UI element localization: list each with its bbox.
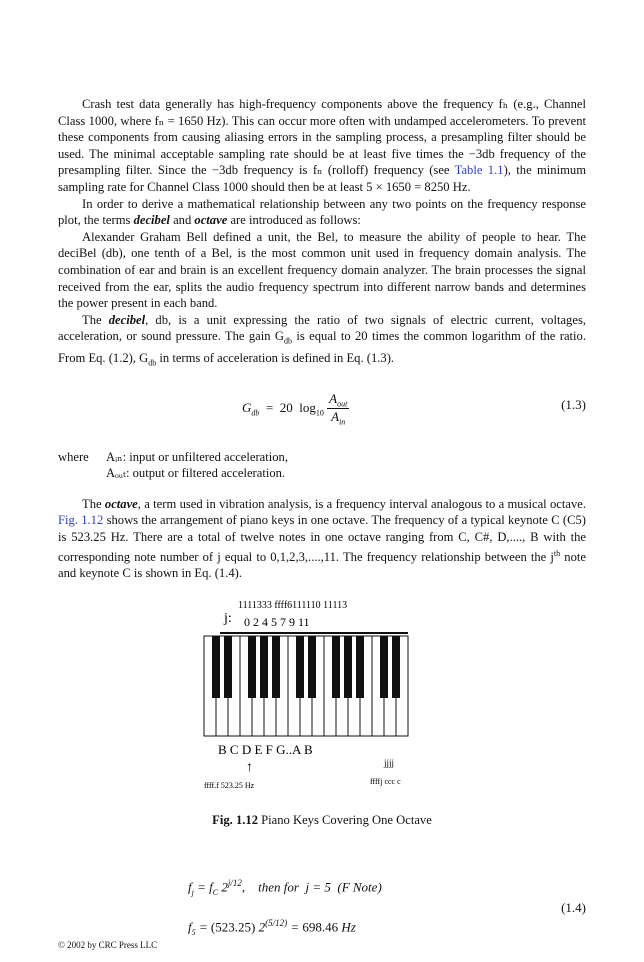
- black-key: [308, 636, 316, 698]
- table-1-1-link[interactable]: Table 1.1: [454, 163, 504, 178]
- top-number-row: 1111333 ffff6111110 11113: [238, 599, 348, 611]
- note-letter-row: B C D E F G..A B: [218, 741, 313, 757]
- copyright-footer: © 2002 by CRC Press LLC: [58, 940, 158, 950]
- black-key: [344, 636, 352, 698]
- right-frequency-label: ffffj ccc c: [370, 776, 401, 786]
- arrow-icon: ↑: [246, 759, 253, 775]
- acceleration-ratio: $\frac{A_{out}}{A_{in}}$: [329, 390, 348, 427]
- paragraph-decibel: The decibel, db, is a unit expressing the ratio of two signals of electric current, voltages, acceleration, or sound pressure. The gain $G_{db}$ is equal to 20 times the common logarithm of the ratio. From Eq. (1.2), $G_{db}$ in terms of acceleration is defined in Eq. (1.3).: [58, 312, 586, 368]
- black-key: [356, 636, 364, 698]
- right-j-label: jjjj: [384, 757, 395, 768]
- paragraph-derive: In order to derive a mathematical relationship between any two points on the frequency response plot, the terms decibel and octave are introduced as follows:: [58, 196, 586, 228]
- paragraph-bell: Alexander Graham Bell defined a unit, the Bel, to measure the ability of people to hear. The deciBel (db), one tenth of a Bel, is the most common unit used in frequency domain analysis. The combination of ear and brain is an excellent frequency domain analyzer. The brain processes the signal received from the ear, splits the audio frequency spectrum into different narrow bands and determines the power present in each band.: [58, 229, 586, 311]
- black-key: [224, 636, 232, 698]
- equation-number: (1.3): [561, 396, 586, 412]
- black-key: [296, 636, 304, 698]
- equation-1-3: $G_{db} = 20$ $\log_{10}$ $\frac{A_{out}}{A_{in}}$ (1.3): [242, 390, 586, 427]
- equation-line-1: $f_j = f_C$ $2^{j/12}$, then for j = 5 (F Note): [188, 877, 382, 897]
- paragraph-crash-test: Crash test data generally has high-frequency components above the frequency fₕ (e.g., Channel Class 1000, where fₙ = 1650 Hz). This can occur more often with undamped accelerometers. To prevent these components from causing aliasing errors in the sampling process, a presampling filter should be used. The minimal acceptable sampling rate should be at least five times the −3db frequency of the presampling filter. Since the −3db frequency is fₙ (rolloff) frequency (see Table 1.1), the minimum sampling rate for Channel Class 1000 should then be at least 5 × 1650 = 8250 Hz.: [58, 97, 586, 194]
- figure-caption: Fig. 1.12 Piano Keys Covering One Octave: [212, 812, 432, 827]
- black-key: [212, 636, 220, 698]
- black-key: [332, 636, 340, 698]
- where-block: where Aᵢₙ: input or unfiltered acceleration, Aₒᵤₜ: output or filtered acceleration.: [58, 449, 289, 481]
- j-number-row: 0 2 4 5 7 9 11: [244, 614, 310, 629]
- equation-number: (1.4): [561, 899, 586, 915]
- black-key: [260, 636, 268, 698]
- paragraph-octave: The octave, a term used in vibration analysis, is a frequency interval analogous to a musical octave. Fig. 1.12 shows the arrangement of piano keys in one octave. The frequency of a typical keynote C (C5) is 523.25 Hz. There are a total of twelve notes in one octave ranging from C, C#, D,...., B with the corresponding note number of j equal to 0,1,2,3,....,11. The frequency relationship between the $j^{th}$ note and keynote C is shown in Eq. (1.4).: [58, 496, 586, 581]
- white-keys: [204, 636, 408, 736]
- equation-line-2: $f_5 = (523.25) 2^{(5/12)} = 698.46$ Hz: [188, 917, 356, 937]
- black-key: [380, 636, 388, 698]
- black-key: [272, 636, 280, 698]
- piano-figure: [58, 596, 586, 836]
- black-key: [248, 636, 256, 698]
- j-label: j:: [224, 610, 232, 626]
- piano-keys-diagram: [58, 596, 586, 806]
- page-body: [58, 96, 586, 962]
- fig-1-12-link[interactable]: Fig. 1.12: [58, 513, 104, 528]
- c-frequency-label: ffff.f 523.25 Hz: [204, 780, 255, 790]
- black-key: [392, 636, 400, 698]
